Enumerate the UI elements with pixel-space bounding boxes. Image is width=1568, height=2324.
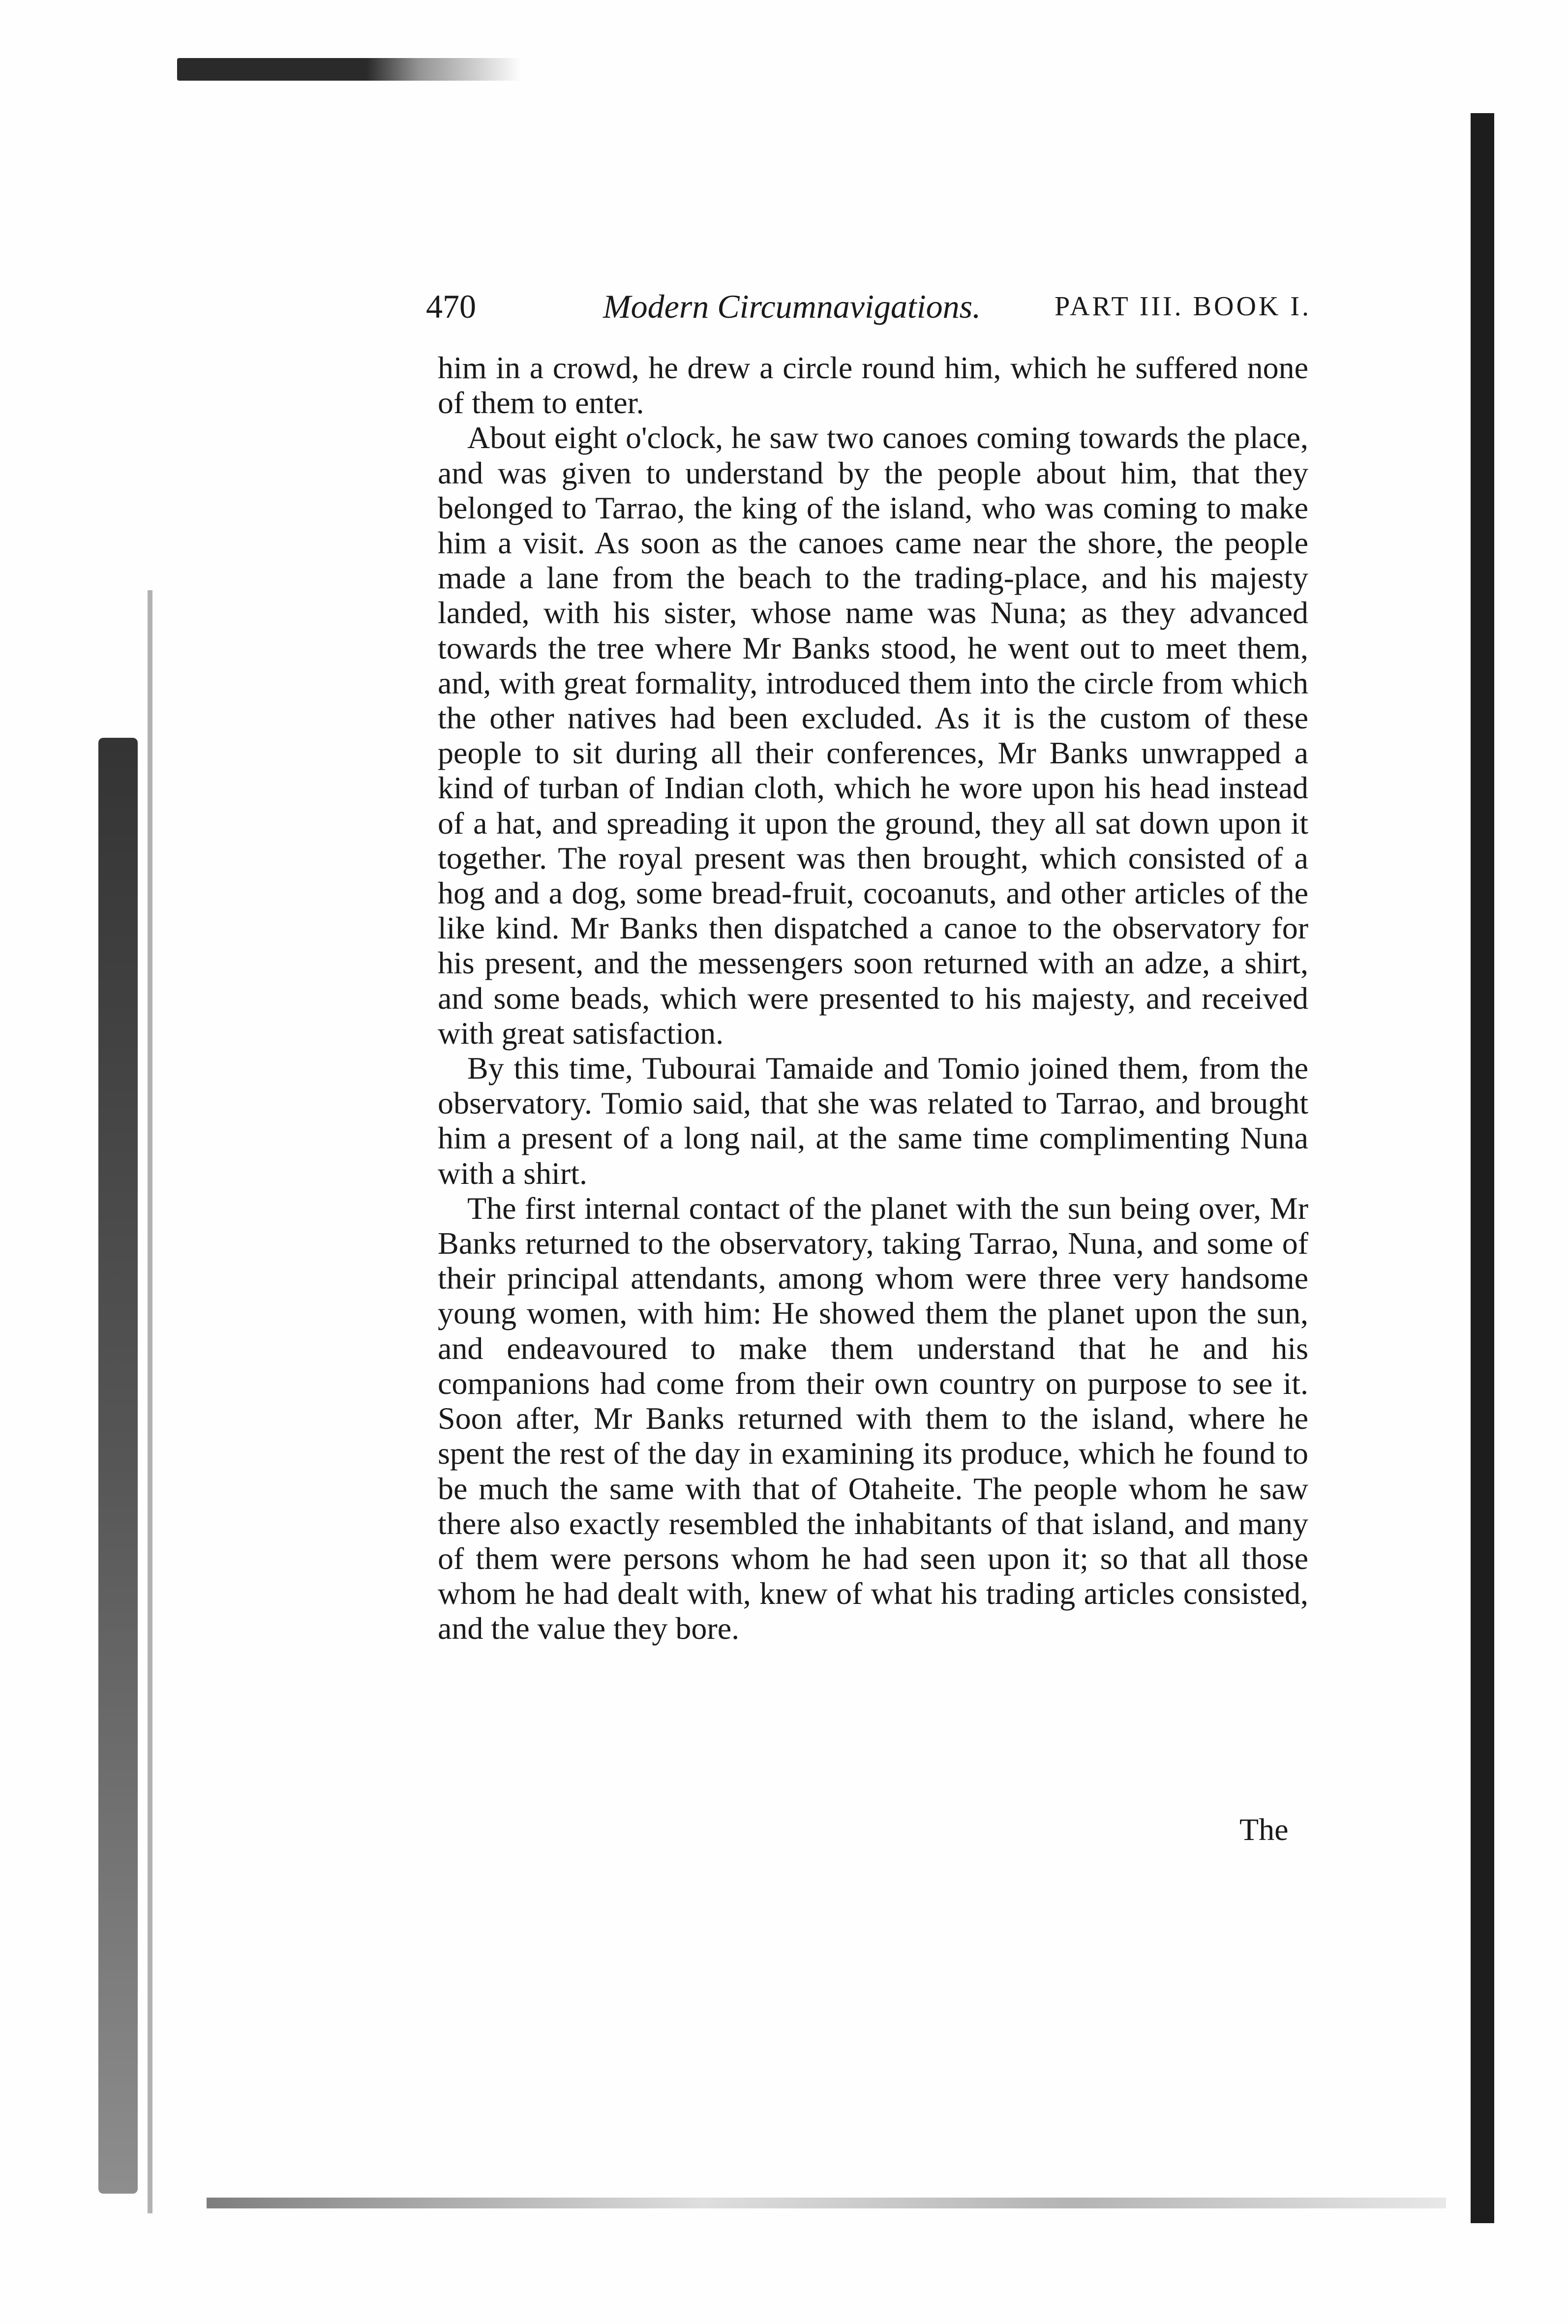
page-edge-right: [1471, 113, 1494, 2223]
body-text: [438, 350, 1308, 1646]
scan-shadow-top: [177, 58, 521, 81]
scan-shadow-left-thin: [148, 590, 152, 2213]
running-title: Modern Circumnavigations.: [603, 288, 981, 325]
page-number: 470: [426, 288, 476, 325]
paragraph-2: About eight o'clock, he saw two canoes coming towards the place, and was given to understand by the people about him, that they belonged to Tarrao, the king of the island, who was coming to make him a visit. As soon as the canoes came near the shore, the people made a lane from the beach to the trading-place, and his majesty landed, with his sister, whose name was Nuna; as they advanced towards the tree where Mr Banks stood, he went out to meet them, and, with great formality, introduced them into the circle from which the other natives had been excluded. As it is the custom of these people to sit during all their conferences, Mr Banks unwrapped a kind of turban of Indian cloth, which he wore upon his head instead of a hat, and spreading it upon the ground, they all sat down upon it together. The royal present was then brought, which consisted of a hog and a dog, some bread-fruit, cocoanuts, and other articles of the like kind. Mr Banks then dispatched a canoe to the observatory for his present, and the messengers soon returned with an adze, a shirt, and some beads, which were presented to his majesty, and received with great satisfaction.: [438, 420, 1308, 1051]
running-header: [426, 279, 1311, 333]
paragraph-1: him in a crowd, he drew a circle round him, which he suffered none of them to enter.: [438, 350, 1308, 421]
paragraph-4: The first internal contact of the planet with the sun being over, Mr Banks returned to the observatory, taking Tarrao, Nuna, and some of their principal attendants, among whom were three very handsome young women, with him: He showed them the planet upon the sun, and endeavoured to make them understand that he and his companions had come from their own country on purpose to see it. Soon after, Mr Banks returned with them to the island, where he spent the rest of the day in examining its produce, which he found to be much the same with that of Otaheite. The people whom he saw there also exactly resembled the inhabitants of that island, and many of them were persons whom he had seen upon it; so that all those whom he had dealt with, knew of what his trading articles consisted, and the value they bore.: [438, 1190, 1308, 1646]
scan-shadow-bottom: [207, 2198, 1446, 2208]
paragraph-3: By this time, Tubourai Tamaide and Tomio joined them, from the observatory. Tomio said, that she was related to Tarrao, and brought him a present of a long nail, at the same time complimenting Nuna with a shirt.: [438, 1051, 1308, 1191]
catchword: The: [1239, 1812, 1289, 1847]
section-label: PART III. BOOK I.: [1055, 291, 1311, 322]
scan-shadow-left: [98, 738, 138, 2194]
